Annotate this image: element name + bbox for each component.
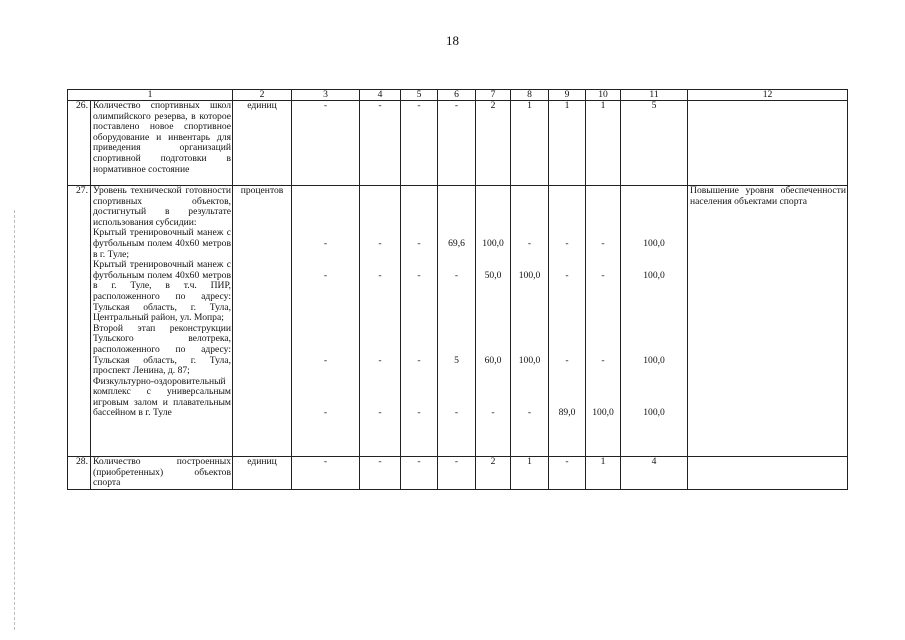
value-cell: - [549, 457, 586, 490]
value-cell: 100,0 [643, 269, 665, 281]
value-cell: 100,0 [643, 354, 665, 366]
value-column-6 [438, 186, 476, 457]
margin-guide [14, 210, 16, 630]
col-header-9: 9 [549, 90, 586, 101]
sub-item-2: Крытый тренировочный манеж с футбольным полем 40х60 метров в г. Туле, в т.ч. ПИР, расположенного по адресу: Тульская область, г. Тула, Центральный район, ул. Мопра; [93, 259, 232, 324]
header-row [68, 90, 848, 101]
value-cell: 1 [511, 101, 549, 186]
value-cell: 1 [511, 457, 549, 490]
value-cell: 60,0 [484, 354, 502, 366]
value-cell: 4 [621, 457, 688, 490]
row-number: 27. [68, 186, 91, 457]
value-column-5 [401, 186, 438, 457]
value-cell: 69,6 [448, 237, 465, 249]
value-column-3 [292, 186, 360, 457]
value-cell: - [378, 237, 382, 249]
unit-cell: единиц [233, 457, 292, 490]
col-header-3: 3 [292, 90, 360, 101]
value-cell: 5 [454, 354, 459, 366]
value-cell: - [454, 407, 459, 419]
value-cell: - [360, 457, 401, 490]
unit-cell: процентов [233, 186, 292, 457]
value-cell: - [292, 101, 360, 186]
value-cell: - [565, 269, 569, 281]
value-cell: 1 [586, 457, 621, 490]
col-header-2: 2 [233, 90, 292, 101]
col-header-11: 11 [621, 90, 688, 101]
value-cell: - [565, 237, 569, 249]
value-cell: 100,0 [482, 237, 504, 249]
value-cell: - [417, 407, 421, 419]
table-row-26 [68, 101, 848, 186]
value-cell: - [378, 269, 382, 281]
sub-item-1: Крытый тренировочный манеж с футбольным полем 40х60 метров в г. Туле; [93, 227, 232, 260]
indicators-table [67, 89, 848, 490]
value-cell: 100,0 [518, 354, 541, 366]
indicator-name: Уровень технической готовности спортивных объектов, достигнутый в результате использования субсидии: [93, 185, 232, 228]
col-header-10: 10 [586, 90, 621, 101]
value-cell: - [401, 101, 438, 186]
value-cell: - [438, 457, 476, 490]
value-cell: - [292, 457, 360, 490]
sub-item-4: Физкультурно-оздоровительный комплекс с универсальным игровым залом и плавательным бассейном в г. Туле [93, 375, 232, 419]
value-cell: - [438, 101, 476, 186]
col-header-4: 4 [360, 90, 401, 101]
value-column-9 [549, 186, 586, 457]
value-cell: 100,0 [592, 407, 614, 419]
value-column-7 [476, 186, 511, 457]
col-header-5: 5 [401, 90, 438, 101]
value-cell: 100,0 [643, 407, 665, 419]
row-number: 26. [68, 101, 91, 186]
value-column-8 [511, 186, 549, 457]
value-column-11 [621, 186, 688, 457]
value-cell: - [378, 354, 382, 366]
value-cell: - [565, 354, 569, 366]
value-cell: - [601, 237, 605, 249]
note-cell [688, 101, 848, 186]
indicator-name: Количество построенных (приобретенных) объектов спорта [91, 457, 233, 490]
value-cell: - [527, 407, 532, 419]
value-cell: - [601, 269, 605, 281]
col-header-12: 12 [688, 90, 848, 101]
indicator-name: Количество спортивных школ олимпийского резерва, в которое поставлено новое спортивное оборудование и инвентарь для приведения организаций спортивной подготовки в нормативное состояние [91, 101, 233, 186]
row-number: 28. [68, 457, 91, 490]
indicator-name-block [91, 186, 233, 457]
value-cell: - [527, 237, 532, 249]
value-cell: - [417, 237, 421, 249]
value-cell: 2 [476, 457, 511, 490]
sub-item-3: Второй этап реконструкции Тульского велотрека, расположенного по адресу: Тульская область, г. Тула, проспект Ленина, д. 87; [93, 322, 232, 377]
value-cell: - [417, 354, 421, 366]
table-row-27 [68, 186, 848, 457]
value-cell: 50,0 [484, 269, 502, 281]
note-cell: Повышение уровня обеспеченности населения объектами спорта [688, 186, 848, 457]
value-cell: - [323, 407, 328, 419]
value-cell: - [360, 101, 401, 186]
value-cell: - [401, 457, 438, 490]
col-header-6: 6 [438, 90, 476, 101]
value-cell: 89,0 [558, 407, 576, 419]
value-cell: 5 [621, 101, 688, 186]
value-cell: 2 [476, 101, 511, 186]
value-cell: - [378, 407, 382, 419]
col-header-7: 7 [476, 90, 511, 101]
value-cell: - [323, 237, 328, 249]
value-cell: - [491, 407, 495, 419]
value-column-4 [360, 186, 401, 457]
col-header-1: 1 [68, 90, 233, 101]
value-column-10 [586, 186, 621, 457]
value-cell: 100,0 [643, 237, 665, 249]
value-cell: 100,0 [518, 269, 541, 281]
value-cell: - [323, 269, 328, 281]
table-row-28 [68, 457, 848, 490]
value-cell: - [454, 269, 459, 281]
value-cell: 1 [549, 101, 586, 186]
page-number: 18 [446, 33, 459, 48]
unit-cell: единиц [233, 101, 292, 186]
value-cell: 1 [586, 101, 621, 186]
value-cell: - [601, 354, 605, 366]
value-cell: - [417, 269, 421, 281]
value-cell: - [323, 354, 328, 366]
note-cell [688, 457, 848, 490]
col-header-8: 8 [511, 90, 549, 101]
